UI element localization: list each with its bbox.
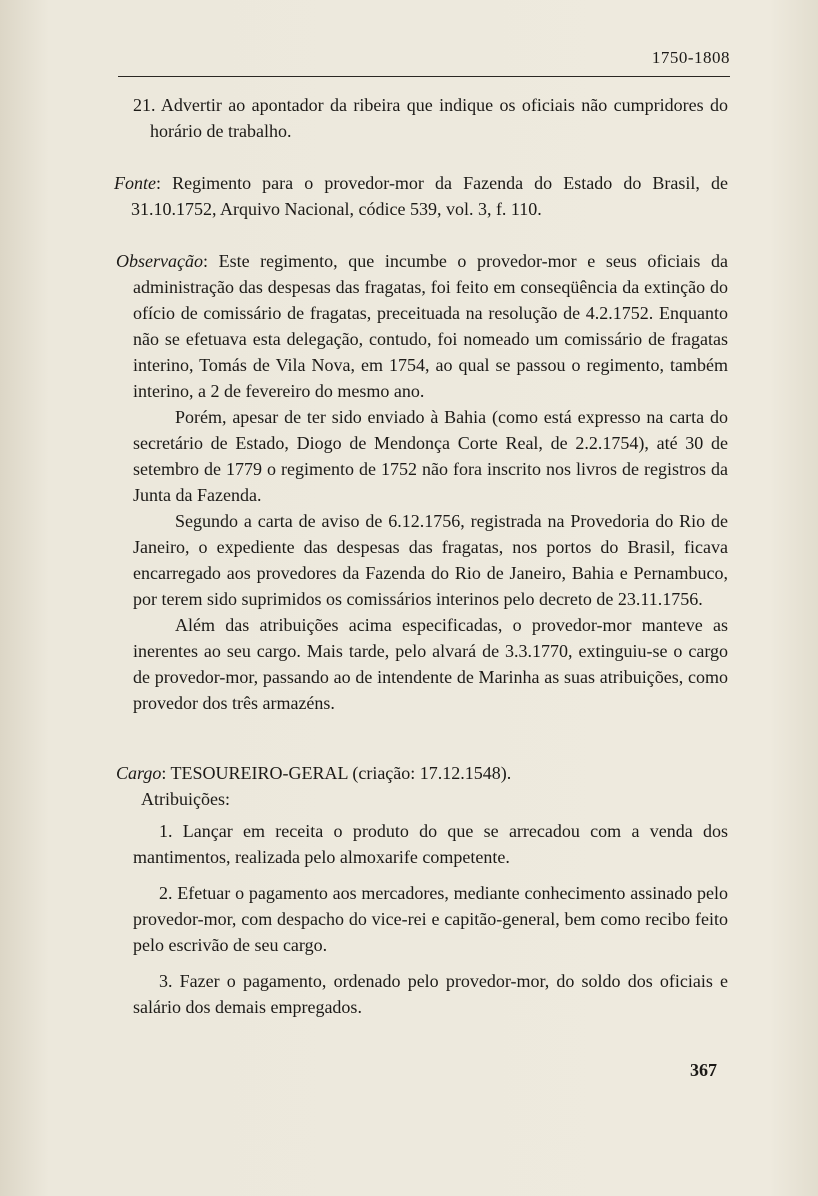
observacao-paragraph-3: Segundo a carta de aviso de 6.12.1756, registrada na Provedoria do Rio de Janeiro, o expediente das despesas das fragatas, nos portos do Brasil, ficava encarregado aos provedores da Fazenda do Rio de Janeiro, Bahia e Pernambuco, por terem sido suprimidos os comissários interinos pelo decreto de 23.11.1756.: [133, 511, 728, 609]
observacao-paragraph-2: Porém, apesar de ter sido enviado à Bahia (como está expresso na carta do secretário de Estado, Diogo de Mendonça Corte Real, de 2.2.1754), até 30 de setembro de 1779 o regimento de 1752 não fora inscrito nos livros de registros da Junta da Fazenda.: [133, 407, 728, 505]
cargo-line: [116, 760, 728, 786]
fonte-paragraph: [114, 170, 728, 222]
cargo-label: Cargo: [116, 763, 162, 783]
header-rule: [118, 76, 730, 77]
observacao-paragraph: [116, 248, 728, 404]
observacao-text: : Este regimento, que incumbe o provedor-mor e seus oficiais da administração das despesas das fragatas, foi feito em conseqüência da extinção do ofício de comissário de fragatas, preceituada na resolução de 4.2.1752. Enquanto não se efetuava esta delegação, contudo, foi nomeado um comissário de fragatas interino, Tomás de Vila Nova, em 1754, ao qual se passou o regimento, também interino, a 2 de fevereiro do mesmo ano.: [133, 251, 728, 401]
fonte-text: : Regimento para o provedor-mor da Fazenda do Estado do Brasil, de 31.10.1752, Arquivo Nacional, códice 539, vol. 3, f. 110.: [131, 173, 728, 219]
fonte-label: Fonte: [114, 173, 156, 193]
running-header-year-range: 1750-1808: [651, 48, 730, 67]
cargo-text: : TESOUREIRO-GERAL (criação: 17.12.1548).: [161, 763, 512, 783]
atribuicoes-title: Atribuições:: [141, 789, 230, 809]
page-number: 367: [690, 1060, 717, 1080]
observacao-label: Observação: [116, 251, 203, 271]
atribuicao-item-2: 2. Efetuar o pagamento aos mercadores, mediante conhecimento assinado pelo provedor-mor, com despacho do vice-rei e capitão-general, bem como recibo feito pelo escrivão de seu cargo.: [133, 883, 728, 955]
atribuicao-item-3: 3. Fazer o pagamento, ordenado pelo provedor-mor, do soldo dos oficiais e salário dos demais empregados.: [133, 971, 728, 1017]
list-item-21: 21. Advertir ao apontador da ribeira que indique os oficiais não cumpridores do horário de trabalho.: [133, 95, 728, 141]
observacao-paragraph-4: Além das atribuições acima especificadas, o provedor-mor manteve as inerentes ao seu cargo. Mais tarde, pelo alvará de 3.3.1770, extinguiu-se o cargo de provedor-mor, passando ao de intendente de Marinha as suas atribuições, como provedor dos três armazéns.: [133, 615, 728, 713]
page-body: [114, 92, 728, 1020]
atribuicao-item-1: 1. Lançar em receita o produto do que se arrecadou com a venda dos mantimentos, realizada pelo almoxarife competente.: [133, 821, 728, 867]
